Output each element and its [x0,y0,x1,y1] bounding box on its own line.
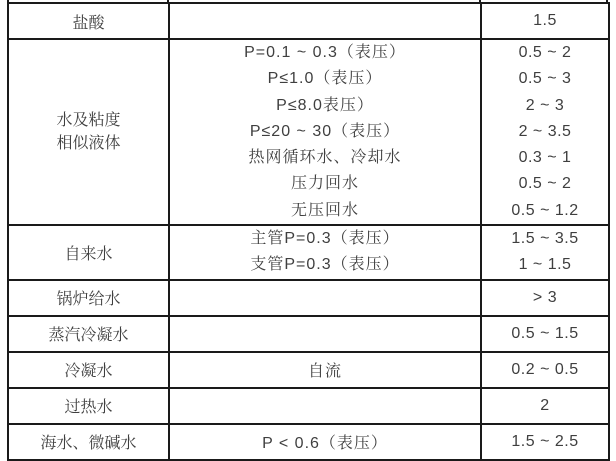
value-line: 2 ~ 3.5 [518,122,572,140]
condition-cell [169,388,481,424]
value-cell: 1.5 [481,3,609,39]
table-row [8,39,609,225]
value-cell: 0.2 ~ 0.5 [481,352,609,388]
medium-cell: 蒸汽冷凝水 [8,316,169,352]
condition-cell [169,39,481,225]
value-cell [481,225,609,280]
medium-line: 相似液体 [56,135,121,153]
medium-line: 水及粘度 [56,112,121,130]
medium-cell: 海水、微碱水 [8,424,169,460]
value-cell [481,39,609,225]
condition-line: P≤20 ~ 30（表压） [249,122,401,140]
table-row [8,280,609,316]
condition-cell [169,225,481,280]
value-line: 0.5 ~ 2 [518,175,572,193]
value-cell: 0.5 ~ 1.5 [481,316,609,352]
value-line: 1 ~ 1.5 [518,256,572,274]
medium-cell: 自来水 [8,225,169,280]
value-cell: 2 [481,388,609,424]
medium-cell [8,39,169,225]
table-body [8,3,609,460]
medium-velocity-table [7,2,610,461]
value-line: 0.5 ~ 1.2 [511,201,579,219]
table-row [8,3,609,39]
condition-line: 无压回水 [290,201,359,219]
condition-line: P=0.1 ~ 0.3（表压） [244,44,406,61]
condition-cell [169,3,481,39]
table-row [8,352,609,388]
condition-line: P≤1.0（表压） [267,70,383,88]
value-line: 1.5 ~ 3.5 [511,230,579,248]
table-row [8,225,609,280]
value-line: 0.3 ~ 1 [518,149,572,167]
condition-cell: 自流 [169,352,481,388]
medium-cell: 冷凝水 [8,352,169,388]
condition-cell [169,316,481,352]
condition-cell [169,280,481,316]
table-row [8,316,609,352]
table-row [8,424,609,460]
table-row [8,388,609,424]
value-cell: 1.5 ~ 2.5 [481,424,609,460]
medium-cell: 盐酸 [8,3,169,39]
value-cell: > 3 [481,280,609,316]
condition-line: 压力回水 [290,175,359,193]
value-line: 2 ~ 3 [525,96,565,114]
value-line: 0.5 ~ 3 [518,70,572,88]
medium-cell: 过热水 [8,388,169,424]
condition-cell: P < 0.6（表压） [169,424,481,460]
condition-line: 热网循环水、冷却水 [248,149,402,167]
medium-cell: 锅炉给水 [8,280,169,316]
condition-line: P≤8.0表压） [276,96,374,114]
condition-line: 主管P=0.3（表压） [250,230,400,248]
condition-line: 支管P=0.3（表压） [250,256,400,274]
value-line: 0.5 ~ 2 [518,44,572,61]
